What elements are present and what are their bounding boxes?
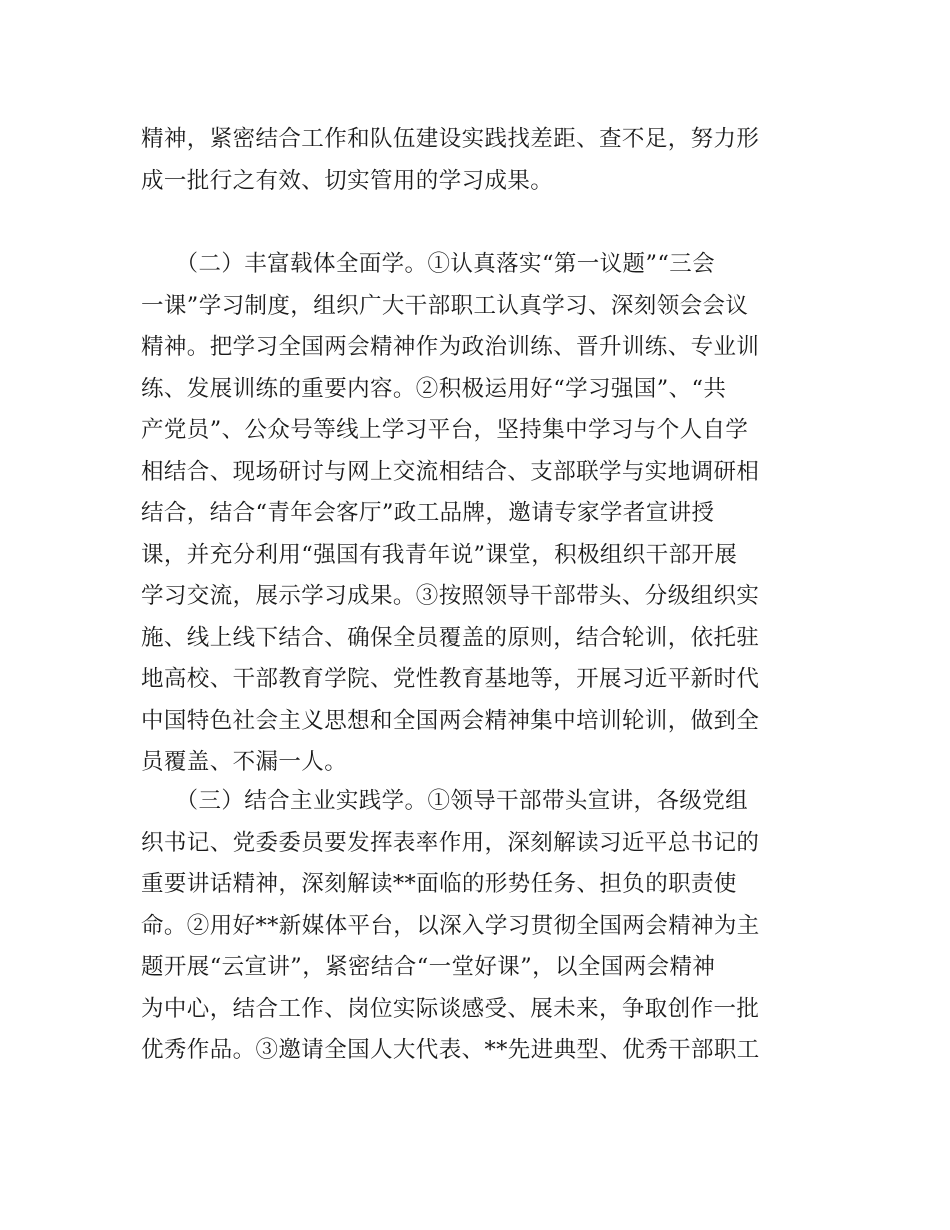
text-line: 一课”学习制度，组织广大干部职工认真学习、深刻领会会议: [141, 292, 749, 319]
text-line: 学习交流，展示学习成果。③按照领导干部带头、分级组织实: [141, 583, 760, 609]
text-line: 练、发展训练的重要内容。②积极运用好“学习强国”、“共: [141, 375, 727, 402]
text-line: 成一批行之有效、切实管用的学习成果。: [141, 167, 554, 194]
text-line: 施、线上线下结合、确保全员覆盖的原则，结合轮训，依托驻: [141, 624, 760, 651]
text-line: 精神，紧密结合工作和队伍建设实践找差距、查不足，努力形: [141, 126, 760, 152]
paragraph-section-2: [141, 244, 813, 784]
text-line: 结合，结合“青年会客厅”政工品牌，邀请专家学者宣讲授: [141, 500, 715, 526]
paragraph-continuation: [141, 119, 813, 202]
text-line: 题开展“云宣讲”，紧密结合“一堂好课”，以全国两会精神: [141, 954, 716, 980]
paragraph-section-3: [141, 781, 813, 1072]
text-line: 员覆盖、不漏一人。: [141, 749, 348, 775]
text-line: （二）丰富载体全面学。①认真落实“第一议题”“三会: [141, 251, 716, 277]
text-line: 课，并充分利用“强国有我青年说”课堂，积极组织干部开展: [141, 541, 738, 568]
text-line: 织书记、党委委员要发挥表率作用，深刻解读习近平总书记的: [141, 829, 760, 856]
text-line: 优秀作品。③邀请全国人大代表、**先进典型、优秀干部职工: [141, 1037, 760, 1063]
text-line: 中国特色社会主义思想和全国两会精神集中培训轮训，做到全: [141, 707, 760, 734]
text-line: 产党员”、公众号等线上学习平台，坚持集中学习与个人自学: [141, 417, 749, 443]
text-line: 精神。把学习全国两会精神作为政治训练、晋升训练、专业训: [141, 334, 760, 360]
text-line: 重要讲话精神，深刻解读**面临的形势任务、担负的职责使: [141, 871, 737, 897]
text-line: 命。②用好**新媒体平台，以深入学习贯彻全国两会精神为主: [141, 912, 760, 939]
text-line: 地高校、干部教育学院、党性教育基地等，开展习近平新时代: [141, 666, 760, 692]
text-line: 为中心，结合工作、岗位实际谈感受、展未来，争取创作一批: [141, 995, 760, 1022]
text-line: （三）结合主业实践学。①领导干部带头宣讲，各级党组: [141, 788, 749, 814]
text-line: 相结合、现场研讨与网上交流相结合、支部联学与实地调研相: [141, 458, 760, 485]
